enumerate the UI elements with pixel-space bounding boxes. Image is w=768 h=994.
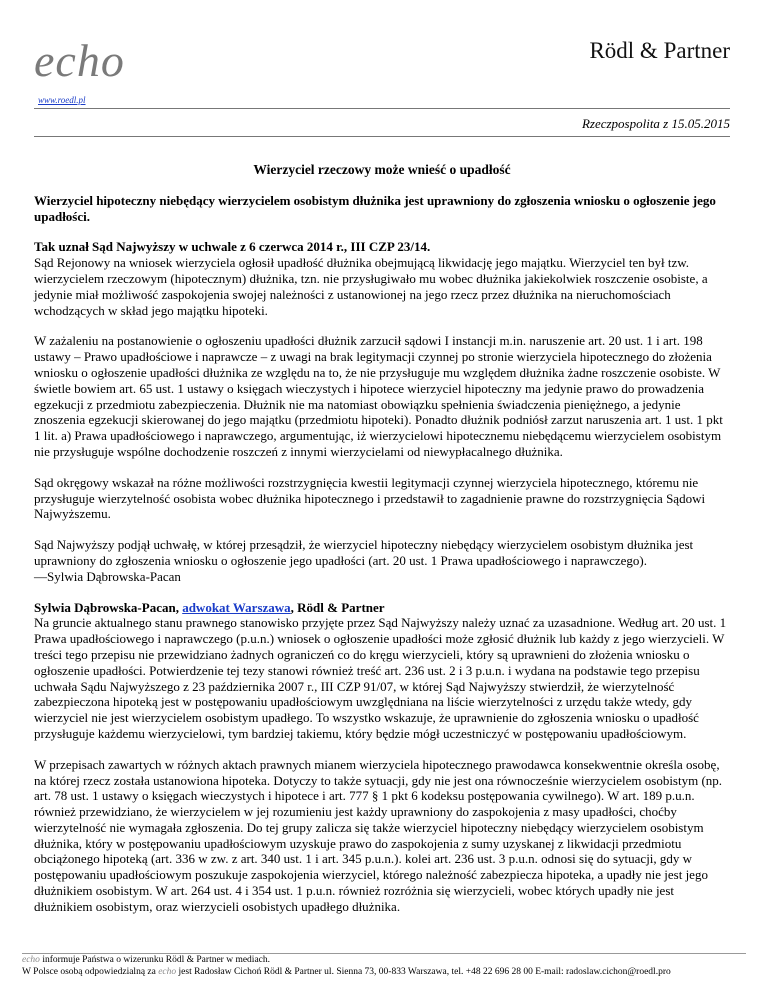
brand-name: Rödl & Partner bbox=[589, 38, 730, 63]
paragraph-1 bbox=[34, 239, 730, 318]
footer-echo-2: echo bbox=[158, 967, 177, 977]
paragraph-6: W przepisach zawartych w różnych aktach prawnych mianem wierzyciela hipotecznego prawodawca konsekwentnie określa osobę, na której rzecz została ustanowiona hipoteka. Dotyczy to także sytuacji, gdy nie jest ona równocześnie wierzycielem osobistym (np. art. 78 ust. 1 ustawy o księgach wieczystych i hipotece i art. 777 § 1 pkt 6 kodeksu postępowania cywilnego). W art. 189 p.u.n. również przewidziano, że wierzycielem w jej rozumieniu jest każdy uprawniony do zaspokojenia z masy upadłości, choćby wierzytelność nie wymagała zgłoszenia. Do tej grupy zalicza się także wierzyciel hipoteczny niebędący wierzycielem osobistym dłużnika, który w postępowaniu upadłościowym uzyskuje prawo do zaspokojenia z sumy uzyskanej z likwidacji przedmiotu obciążonego hipoteką (art. 336 w zw. z art. 340 ust. 1 i art. 345 p.u.n.). kolei art. 236 ust. 3 p.u.n. odnosi się do sytuacji, gdy w postępowaniu upadłościowym poszukuje zaspokojenia wierzyciel, którego należność zabezpiecza hipoteka, a upadły nie jest jego dłużnikiem osobistym. W art. 264 ust. 4 i 354 ust. 1 p.u.n. również rozróżnia się wierzycieli, wobec których upadły nie jest dłużnikiem osobistym, oraz wierzycieli osobistych upadłego dłużnika. bbox=[34, 756, 723, 914]
paragraph-5 bbox=[34, 600, 730, 742]
paragraph-4 bbox=[34, 537, 730, 584]
footer bbox=[22, 954, 746, 978]
footer-text-2a: W Polsce osobą odpowiedzialną za bbox=[22, 967, 159, 977]
article-title: Wierzyciel rzeczowy może wnieść o upadłość bbox=[253, 162, 511, 177]
source-date: Rzeczpospolita z 15.05.2015 bbox=[581, 116, 730, 131]
website-link[interactable]: www.roedl.pl bbox=[38, 95, 86, 105]
source-divider bbox=[34, 136, 730, 137]
footer-line-2 bbox=[22, 966, 746, 978]
paragraph-1-text: Sąd Rejonowy na wniosek wierzyciela ogłosił upadłość dłużnika obejmującą likwidację jego majątku. Wierzyciel ten był tzw. wierzycielem rzeczowym (hipotecznym) dłużnika, tzn. nie przysługiwało mu wobec dłużnika jakiekolwiek roszczenie osobiste, a jedynie miał możliwość zaspokojenia swojej należności z ustanowionej na jego rzecz przez dłużnika na nieruchomościach wchodzących w skład jego majątku hipoteki. bbox=[34, 255, 708, 318]
article-body bbox=[34, 162, 730, 930]
paragraph-2: W zażaleniu na postanowienie o ogłoszeniu upadłości dłużnik zarzucił sądowi I instancji m.in. naruszenie art. 20 ust. 1 i art. 198 ustawy – Prawo upadłościowe i naprawcze – z uwagi na brak legitymacji czynnej po stronie wierzyciela hipotecznego do złożenia wniosku o ogłoszenie upadłości dłużnika ze względu na to, że nie przysługuje mu względem dłużnika żadne roszczenie osobiste. W świetle bowiem art. 65 ust. 1 ustawy o księgach wieczystych i hipotece wierzyciel hipoteczny ma jedynie prawo do prowadzenia egzekucji z przedmiotu zabezpieczenia. Dłużnik nie ma natomiast obowiązku spełnienia świadczenia pieniężnego, a jedynie znoszenia egzekucji skierowanej do jego majątku (przedmiotu hipoteki). Ponadto dłużnik podniósł zarzut naruszenia art. 1 ust. 1 pkt 1 lit. a) Prawa upadłościowego i naprawczego, argumentując, iż wierzycielowi hipotecznemu niebędącemu wierzycielem osobistym nie przysługuje wspólne dochodzenie roszczeń z innymi wierzycielami od niewypłacalnego dłużnika. bbox=[34, 333, 723, 459]
footer-echo-1: echo bbox=[22, 955, 40, 965]
paragraph-5-text: Na gruncie aktualnego stanu prawnego stanowisko przyjęte przez Sąd Najwyższy należy uznać za uzasadnione. Według art. 20 ust. 1 Prawa upadłościowego i naprawczego (p.u.n.) wniosek o ogłoszenie upadłości może zgłosić dłużnik lub każdy z jego wierzycieli. W treści tego przepisu nie przewidziano żadnych ograniczeń co do kręgu wierzycieli, który są uprawnieni do złożenia wniosku o ogłoszenie upadłości. Potwierdzenie tej tezy stanowi również treść art. 236 ust. 2 i 3 p.u.n. i wydana na podstawie tego przepisu uchwała Sądu Najwyższego z 23 października 2007 r., III CZP 91/07, w której Sąd Najwyższy stwierdził, że wierzytelność zabezpieczona hipoteką jest w postępowaniu upadłościowym uwzględniana na liście wierzytelności z urzędu także wtedy, gdy wierzyciel nie jest wierzycielem osobistym upadłego. To wszystko wskazuje, że uprawnienie do zgłoszenia wniosku o upadłość przysługuje każdemu wierzycielowi, tym bardziej takiemu, który będzie mógł uczestniczyć w postępowaniu upadłościowym. bbox=[34, 615, 727, 741]
footer-text-2b: jest Radosław Cichoń Rödl & Partner ul. Sienna 73, 00-833 Warszawa, tel. +48 22 696 28 00 E-mail: radoslaw.cichon@roedl.pro bbox=[176, 967, 671, 977]
paragraph-3: Sąd okręgowy wskazał na różne możliwości rozstrzygnięcia kwestii legitymacji czynnej wierzyciela hipotecznego, któremu nie przysługuje wierzytelność osobista wobec dłużnika hipotecznego i przedstawił to zagadnienie prawne do rozstrzygnięcia Sądowi Najwyższemu. bbox=[34, 474, 706, 522]
signature: —Sylwia Dąbrowska-Pacan bbox=[34, 568, 181, 584]
article-lead: Wierzyciel hipoteczny niebędący wierzycielem osobistym dłużnika jest uprawniony do zgłoszenia wniosku o ogłoszenie jego upadłości. bbox=[34, 192, 716, 224]
author-firm: , Rödl & Partner bbox=[290, 599, 385, 615]
paragraph-1-heading: Tak uznał Sąd Najwyższy w uchwale z 6 czerwca 2014 r., III CZP 23/14. bbox=[34, 239, 431, 255]
lawyer-link[interactable]: adwokat Warszawa bbox=[182, 599, 291, 615]
footer-line-1 bbox=[22, 954, 746, 966]
author-name: Sylwia Dąbrowska-Pacan, bbox=[34, 599, 183, 615]
header-divider bbox=[34, 108, 730, 109]
echo-logo: echo bbox=[34, 35, 125, 86]
footer-text-1: informuje Państwa o wizerunku Rödl & Partner w mediach. bbox=[39, 955, 270, 965]
paragraph-4-text: Sąd Najwyższy podjął uchwałę, w której przesądził, że wierzyciel hipoteczny niebędący wierzycielem osobistym dłużnika jest uprawniony do zgłoszenia wniosku o ogłoszenie jego upadłości (art. 20 ust. 1 Prawa upadłościowego i naprawczego). bbox=[34, 537, 694, 568]
